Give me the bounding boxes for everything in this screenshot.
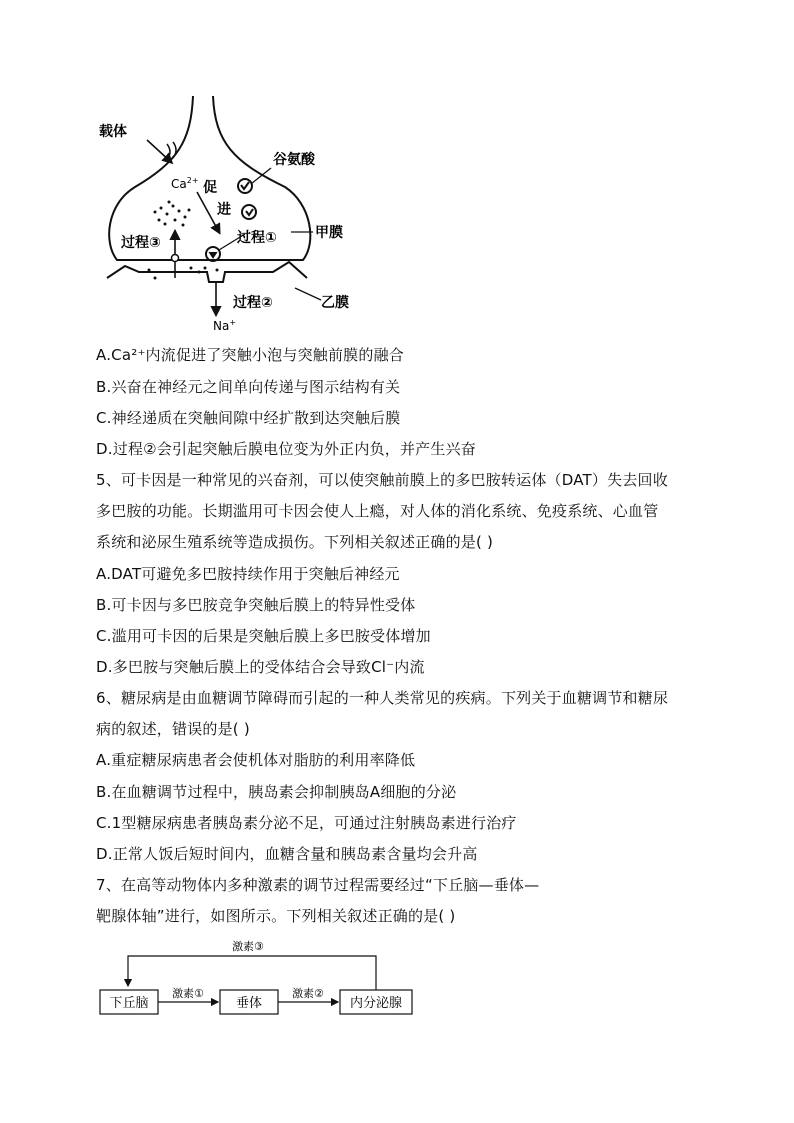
ca-label: $Ca^{2+}$ [171, 176, 199, 191]
q4-option-c: C.神经递质在突触间隙中经扩散到达突触后膜 [96, 409, 401, 427]
q6-option-b: B.在血糖调节过程中，胰岛素会抑制胰岛A细胞的分泌 [96, 783, 457, 801]
q7-stem-line: 7、在高等动物体内多种激素的调节过程需要经过“下丘脑—垂体— [96, 876, 540, 894]
hormone2-label: 激素② [292, 987, 324, 1000]
hormone3-label: 激素③ [232, 940, 264, 953]
process1-label: 过程① [237, 230, 277, 246]
q5-option-b: B.可卡因与多巴胺竞争突触后膜上的特异性受体 [96, 596, 416, 614]
postsynaptic-membrane [107, 262, 307, 282]
q5-stem-line: 5、可卡因是一种常见的兴奋剂，可以使突触前膜上的多巴胺转运体（DAT）失去回收 [96, 471, 668, 489]
q5-stem-line: 多巴胺的功能。长期滥用可卡因会使人上瘾，对人体的消化系统、免疫系统、心血管 [96, 502, 659, 520]
q4-option-d: D.过程②会引起突触后膜电位变为外正内负，并产生兴奋 [96, 440, 476, 458]
hypothalamus-label: 下丘脑 [109, 996, 149, 1011]
na-label: Na+ [213, 318, 237, 333]
q6-stem-line: 6、糖尿病是由血糖调节障碍而引起的一种人类常见的疾病。下列关于血糖调节和糖尿 [96, 689, 669, 707]
q5-option-d: D.多巴胺与突触后膜上的受体结合会导致Cl⁻内流 [96, 658, 425, 676]
endocrine-gland-label: 内分泌腺 [349, 996, 403, 1011]
q6-option-a: A.重症糖尿病患者会使机体对脂肪的利用率降低 [96, 751, 416, 769]
feedback-arrow [128, 956, 376, 990]
carrier-icon [167, 142, 176, 160]
synapse-diagram [95, 92, 365, 337]
enter-label: 进 [217, 202, 231, 218]
q5-option-a: A.DAT可避免多巴胺持续作用于突触后神经元 [96, 565, 400, 583]
pituitary-label: 垂体 [235, 996, 263, 1011]
vesicle-icon [242, 205, 256, 219]
promote-arrow [197, 192, 219, 232]
q4-option-a: A.Ca²⁺内流促进了突触小泡与突触前膜的融合 [96, 346, 404, 364]
q7-stem-line: 靶腺体轴”进行，如图所示。下列相关叙述正确的是( ) [96, 907, 456, 925]
q5-stem-line: 系统和泌尿生殖系统等造成损伤。下列相关叙述正确的是( ) [96, 533, 494, 551]
glutamate-label: 谷氨酸 [273, 152, 315, 168]
q4-option-b: B.兴奋在神经元之间单向传递与图示结构有关 [96, 378, 401, 396]
hormone1-label: 激素① [172, 987, 204, 1000]
q6-option-c: C.1型糖尿病患者胰岛素分泌不足，可通过注射胰岛素进行治疗 [96, 814, 517, 832]
q6-option-d: D.正常人饭后短时间内，血糖含量和胰岛素含量均会升高 [96, 845, 478, 863]
hormone-axis-diagram [98, 938, 418, 1018]
membrane-a-label: 甲膜 [315, 225, 343, 241]
membrane-b-label: 乙膜 [321, 295, 349, 311]
q6-stem-line: 病的叙述，错误的是( ) [96, 720, 250, 738]
promote-label: 促 [203, 180, 217, 196]
process2-label: 过程② [233, 295, 273, 311]
process3-label: 过程③ [121, 235, 161, 251]
q5-option-c: C.滥用可卡因的后果是突触后膜上多巴胺受体增加 [96, 627, 431, 645]
carrier-label: 载体 [99, 124, 127, 140]
